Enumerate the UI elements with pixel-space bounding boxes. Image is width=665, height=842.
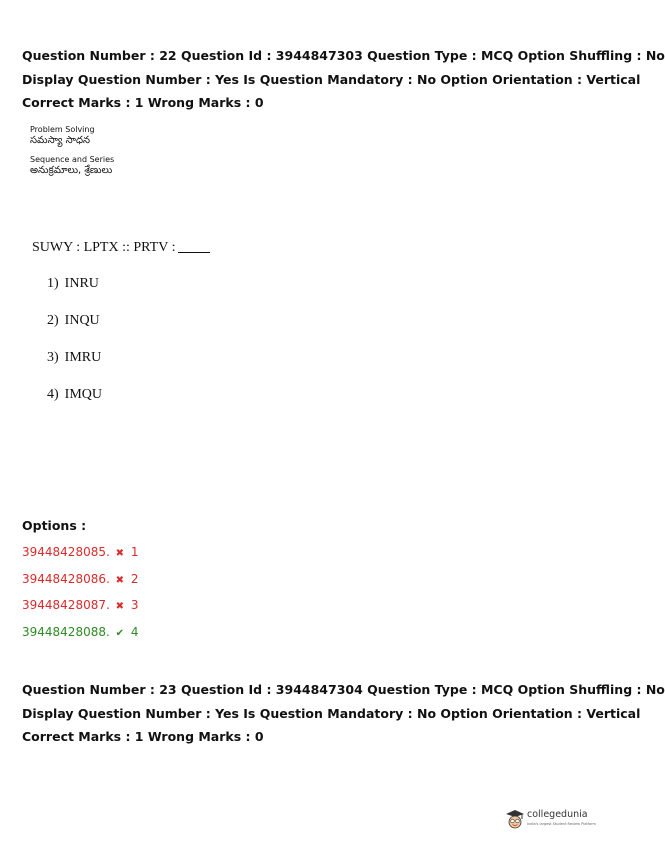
choice-text: IMRU	[64, 350, 102, 365]
option-label: 3	[130, 598, 139, 612]
option-row-correct	[22, 623, 138, 650]
option-list	[22, 543, 138, 649]
answer-choices	[47, 276, 102, 424]
tag-telugu: అనుక్రమాలు, శ్రేణులు	[30, 165, 113, 176]
check-icon: ✔	[115, 627, 125, 639]
answer-blank	[178, 252, 210, 253]
option-id: 39448428085.	[22, 545, 110, 559]
question-22-meta-line-3: Correct Marks : 1 Wrong Marks : 0	[22, 95, 264, 110]
question-22-header	[22, 44, 665, 115]
option-label: 4	[130, 624, 139, 639]
collegedunia-logo	[504, 808, 596, 832]
question-22-meta-line-1: Question Number : 22 Question Id : 3944847303 Question Type : MCQ Option Shuffling : No	[22, 48, 665, 63]
cross-icon: ✖	[115, 548, 125, 559]
logo-wordmark: collegedunia	[527, 809, 588, 820]
logo-tagline: India's largest Student Review Platform	[527, 822, 596, 826]
cross-icon: ✖	[115, 601, 125, 612]
tag-english: Problem Solving	[30, 125, 95, 134]
choice-number: 2)	[47, 313, 59, 328]
tag-telugu: సమస్యా సాధన	[30, 135, 91, 146]
question-22-meta-line-2: Display Question Number : Yes Is Question Mandatory : No Option Orientation : Vertical	[22, 71, 641, 87]
option-row-wrong	[22, 596, 138, 623]
option-id: 39448428088.	[22, 624, 110, 639]
choice-text: INQU	[64, 313, 100, 328]
options-heading: Options :	[22, 518, 87, 533]
question-23-header	[22, 678, 665, 749]
question-prompt: SUWY : LPTX :: PRTV :	[32, 240, 176, 255]
option-id: 39448428087.	[22, 598, 110, 612]
question-23-meta-line-1: Question Number : 23 Question Id : 3944847304 Question Type : MCQ Option Shuffling : No	[22, 682, 665, 697]
cross-icon: ✖	[115, 574, 125, 586]
choice-number: 1)	[47, 276, 59, 291]
choice-item	[47, 350, 102, 387]
choice-item	[47, 276, 102, 313]
question-tags	[30, 124, 114, 184]
choice-text: INRU	[64, 276, 99, 291]
choice-text: IMQU	[64, 387, 103, 402]
question-23-meta-line-3: Correct Marks : 1 Wrong Marks : 0	[22, 729, 264, 744]
choice-number: 3)	[47, 350, 59, 365]
option-label: 2	[130, 571, 139, 586]
tag-english: Sequence and Series	[30, 155, 115, 164]
option-id: 39448428086.	[22, 571, 110, 586]
option-label: 1	[130, 545, 139, 559]
question-text	[32, 240, 210, 256]
choice-item	[47, 387, 102, 424]
option-row-wrong	[22, 543, 138, 570]
mascot-icon	[504, 808, 526, 830]
question-23-meta-line-2: Display Question Number : Yes Is Question Mandatory : No Option Orientation : Vertical	[22, 705, 641, 721]
choice-item	[47, 313, 102, 350]
option-row-wrong	[22, 570, 138, 597]
choice-number: 4)	[47, 387, 59, 402]
